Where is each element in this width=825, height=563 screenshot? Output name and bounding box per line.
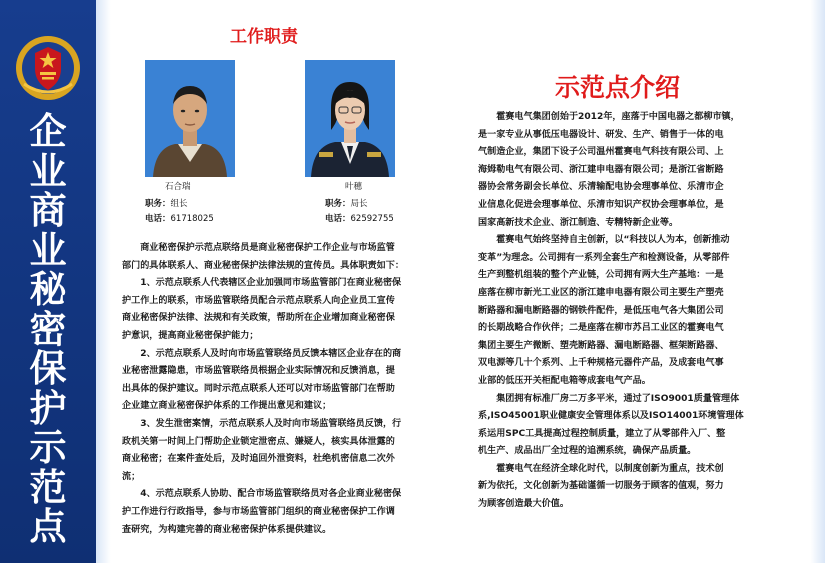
person-card [345, 181, 362, 194]
text-line: 商业秘密保护法律、法规和有关政策，帮助所在企业增加商业秘密保 [122, 313, 395, 324]
intro-title: 示范点介绍 [555, 73, 681, 102]
phone-label: 电话： [145, 214, 171, 224]
text-line: 企业建立商业秘密保护体系的工作提出意见和建议； [122, 401, 332, 412]
role-label: 职务： [145, 199, 171, 209]
title-char: 保 [29, 347, 67, 390]
title-char: 秘 [29, 268, 67, 311]
text-line: 系,ISO45001职业健康安全管理体系以及ISO14001环境管理体 [478, 411, 744, 422]
text-line: 商业秘密；在案件查处后，及时追回外泄资料，杜绝机密信息二次外 [122, 454, 395, 465]
text-line: 机生产、成品出厂全过程的追溯系统，确保产品质量。 [478, 446, 697, 457]
text-line: 业信息化促进会理事单位、乐清市知识产权协会理事单位，是 [478, 199, 724, 210]
title-char: 商 [29, 189, 67, 232]
phone-label: 电话： [325, 214, 351, 224]
phone-value: 62592755 [350, 214, 394, 224]
text-line: 业秘密泄露隐患，市场监管联络员根据企业实际情况和反馈消息，提 [122, 366, 395, 377]
role-value: 组长 [170, 199, 188, 209]
text-line: 生产到整机组装的整个产业链，公司拥有两大生产基地：一是 [478, 270, 724, 281]
text-line: 海姆勒电气有限公司、浙江建申电器有限公司；是浙江省断路 [478, 164, 724, 175]
person-phone [145, 213, 214, 226]
text-line: 霍赛电气始终坚持自主创新，以“科技以人为本，创新推动 [478, 235, 730, 246]
text-line: 政机关第一时间上门帮助企业锁定泄密点、嫌疑人，核实具体泄露的 [122, 436, 395, 447]
text-line: 国家高新技术企业、浙江制造、专精特新企业等。 [478, 217, 679, 228]
duties-title: 工作职责 [230, 27, 298, 47]
person-name: 石合瑞 [165, 182, 191, 192]
text-line: 是一家专业从事低压电器设计、研发、生产、销售于一体的电 [478, 129, 724, 140]
text-line: 业部的低压开关柜配电箱等成套电气产品。 [478, 375, 651, 386]
title-char: 企 [29, 110, 67, 153]
person-name: 叶穗 [345, 182, 363, 192]
text-line: 霍赛电气集团创始于2012年，座落于中国电器之都柳市镇， [478, 112, 740, 122]
title-char: 业 [29, 228, 67, 272]
text-line: 双电源等几十个系列、上千种规格元器件产品，及成套电气事 [478, 358, 724, 369]
text-line: 护意识，提高商业秘密保护能力； [122, 330, 259, 341]
person-role [325, 198, 368, 211]
duties-text [122, 240, 460, 539]
text-line: 变革”为理念。公司拥有一系列全套生产和检测设备，从零部件 [478, 252, 730, 263]
text-line: 部门的具体联系人、商业秘密保护法律法规的宣传员。具体职责如下： [122, 260, 404, 271]
title-char: 范 [29, 465, 67, 509]
phone-value: 61718025 [170, 214, 214, 224]
text-line: 出具体的保护建议。同时示范点联系人还可以对市场监管部门在帮助 [122, 383, 395, 394]
text-line: 1、示范点联系人代表辖区企业加强同市场监管部门在商业秘密保 [122, 278, 402, 289]
text-line: 集团拥有标准厂房二万多平米，通过了ISO9001质量管理体 [478, 393, 740, 404]
text-line: 流； [122, 471, 141, 482]
emblem-icon [14, 34, 82, 102]
role-value: 局长 [350, 199, 368, 209]
person-card [165, 181, 191, 194]
text-line: 气制造企业，集团下设子公司温州霍赛电气科技有限公司、上 [478, 147, 724, 158]
text-line: 座落在柳市新光工业区的浙江建申电器有限公司主要生产塑壳 [478, 287, 724, 298]
vertical-board-title [0, 112, 96, 547]
text-line: 查研究，为构建完善的商业秘密保护体系提供建议。 [122, 524, 332, 535]
title-char: 示 [29, 426, 67, 469]
role-label: 职务： [325, 199, 351, 209]
text-line: 为顾客创造最大价值。 [478, 499, 569, 510]
text-line: 系运用SPC工具提高过程控制质量，建立了从零部件入厂、整 [478, 428, 726, 439]
text-line: 4、示范点联系人协助、配合市场监管联络员对各企业商业秘密保 [122, 489, 402, 500]
text-line: 的长期战略合作伙伴；二是座落在柳市苏吕工业区的霍赛电气 [478, 323, 724, 334]
person-phone [325, 213, 394, 226]
text-line: 3、发生泄密案情，示范点联系人及时向市场监管联络员反馈，行 [122, 418, 402, 429]
person-photo [145, 60, 235, 177]
intro-text [478, 109, 798, 514]
person-role [145, 198, 188, 211]
text-line: 护工作上的联系，市场监管联络员配合示范点联系人向企业员工宣传 [122, 295, 395, 306]
title-char: 护 [29, 386, 67, 430]
title-char: 点 [29, 505, 67, 548]
text-line: 2、示范点联系人及时向市场监管联络员反馈本辖区企业存在的商 [122, 348, 402, 359]
title-char: 密 [29, 307, 67, 351]
text-line: 新为依托，文化创新为基础谨循一切服务于顾客的值观，努力 [478, 481, 724, 492]
title-char: 业 [29, 149, 67, 193]
text-line: 商业秘密保护示范点联络员是商业秘密保护工作企业与市场监管 [122, 243, 395, 253]
text-line: 霍赛电气在经济全球化时代，以制度创新为重点，技术创 [478, 463, 724, 474]
text-line: 集团主要生产微断、塑壳断路器、漏电断路器、框架断路器、 [478, 340, 724, 351]
text-line: 断路器和漏电断路器的钢铁件配件，是低压电气各大集团公司 [478, 305, 724, 316]
person-photo [305, 60, 395, 177]
text-line: 护工作进行行政指导，参与市场监管部门组织的商业秘密保护工作调 [122, 506, 395, 517]
text-line: 器协会常务副会长单位、乐清输配电协会理事单位、乐清市企 [478, 182, 724, 193]
